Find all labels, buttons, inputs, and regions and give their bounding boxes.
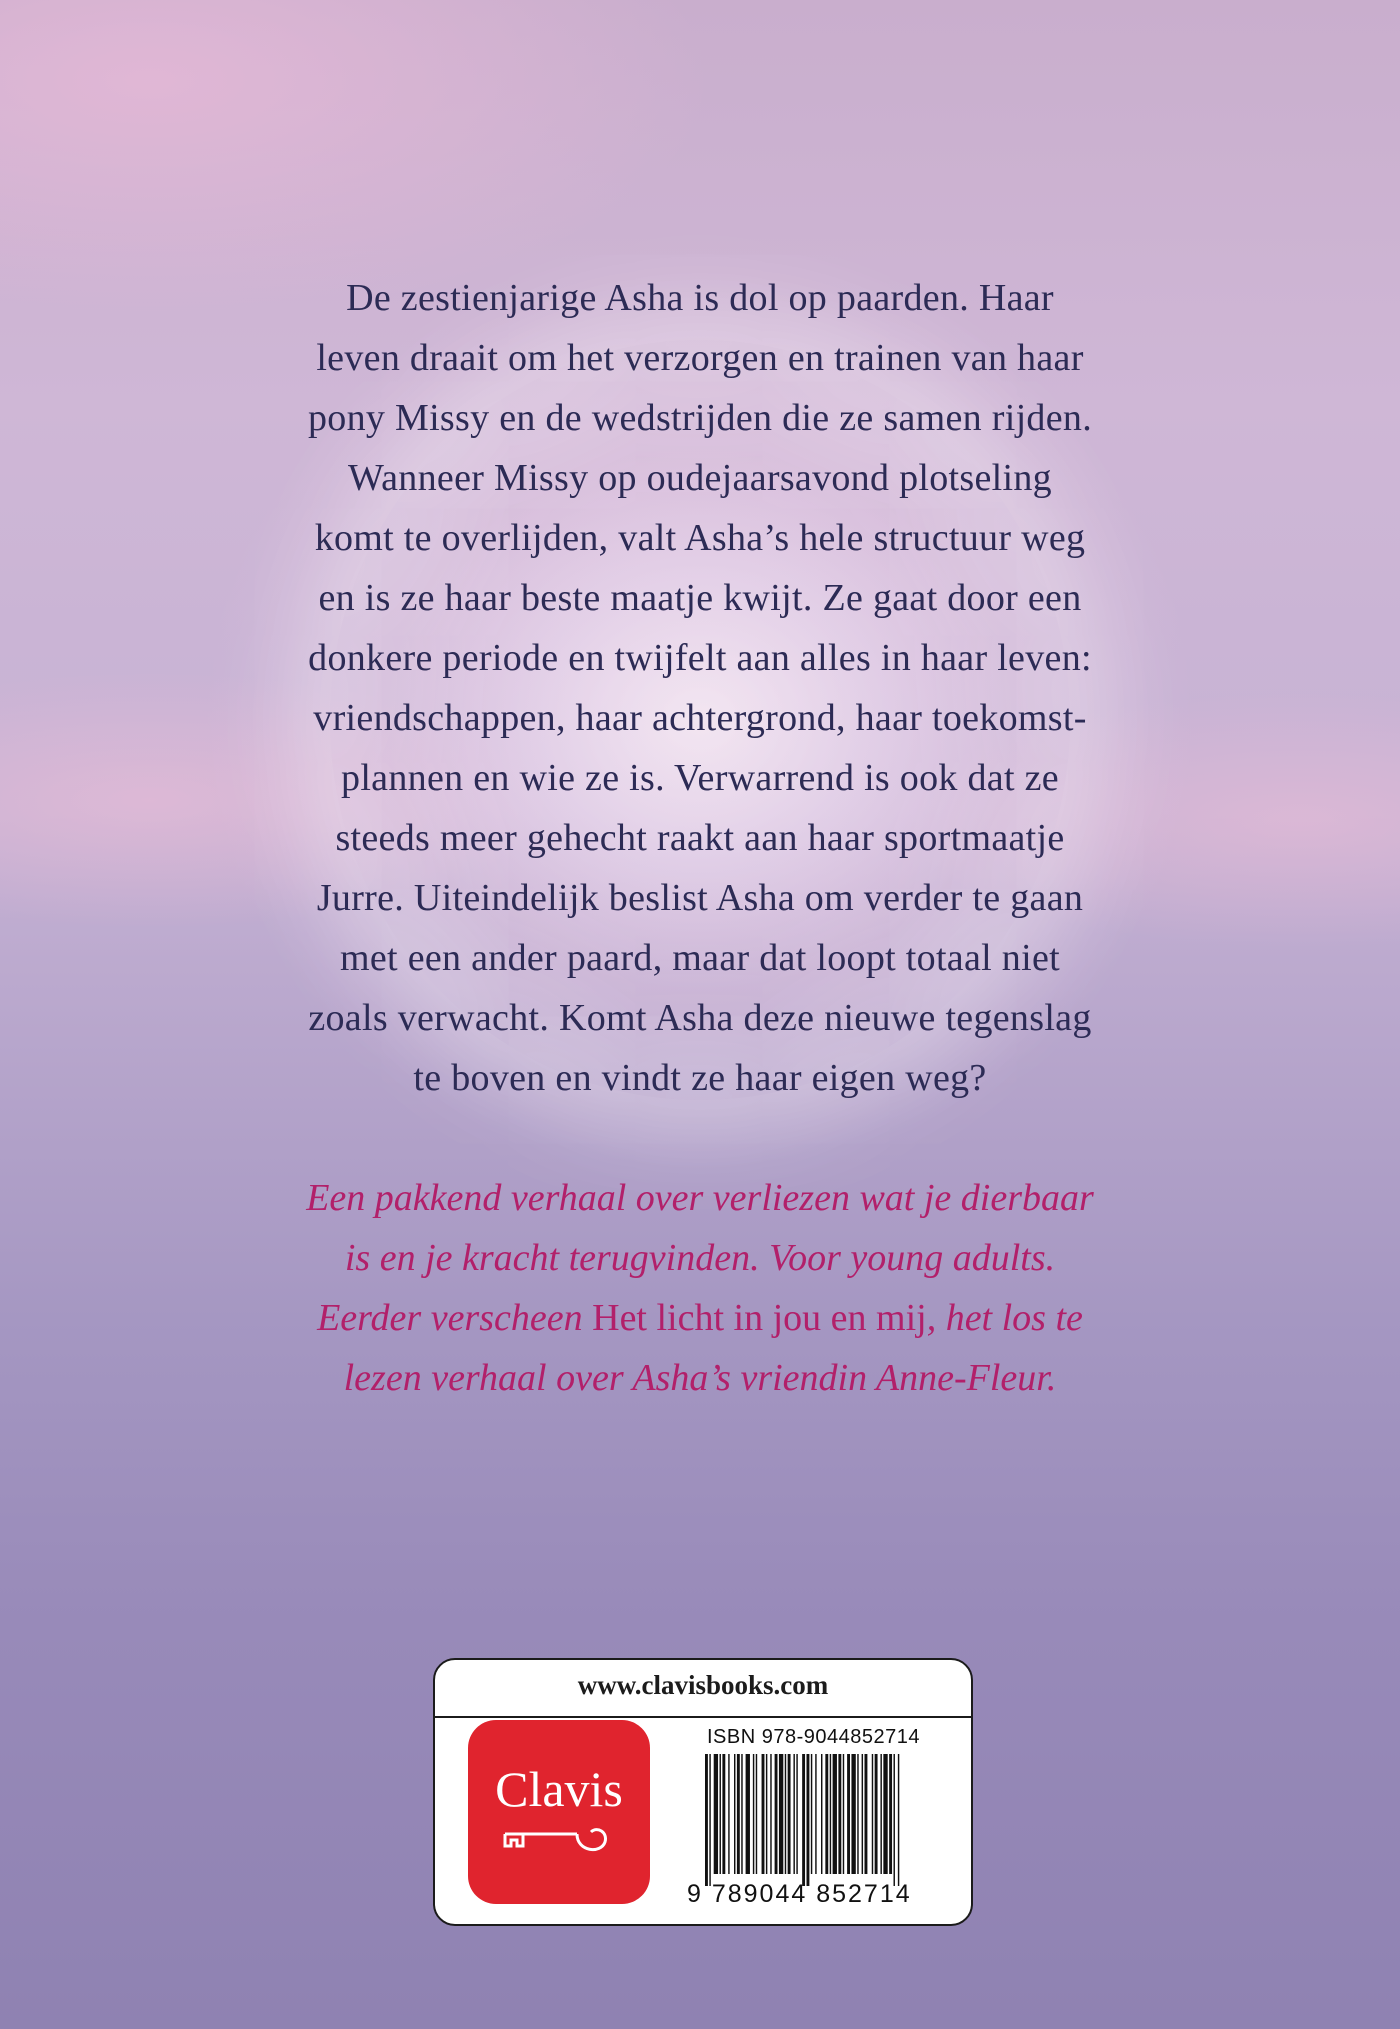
blurb-line: De zestienjarige Asha is dol op paarden. Haar <box>346 277 1054 319</box>
barcode-bar <box>728 1754 729 1874</box>
barcode-bar <box>889 1754 892 1874</box>
tagline-line <box>240 1288 1160 1348</box>
barcode-bar <box>880 1754 881 1874</box>
barcode-bar <box>843 1754 844 1874</box>
barcode-bar <box>883 1754 887 1874</box>
tagline-suffix: , het los te <box>926 1297 1083 1339</box>
blurb-line: zoals verwacht. Komt Asha deze nieuwe tegenslag <box>308 997 1092 1039</box>
barcode-bar <box>741 1754 742 1874</box>
barcode-bar <box>811 1754 812 1874</box>
barcode-bar <box>865 1754 868 1874</box>
blurb-line: komt te overlijden, valt Asha’s hele structuur weg <box>314 517 1086 559</box>
logo-text: Clavis <box>495 1761 623 1817</box>
barcode-bar <box>851 1754 855 1874</box>
barcode-bar <box>802 1754 805 1886</box>
blurb-line: met een ander paard, maar dat loopt totaal niet <box>340 937 1060 979</box>
blurb-line: leven draait om het verzorgen en trainen van haar <box>316 337 1084 379</box>
barcode-bar <box>807 1754 810 1886</box>
barcode-bar <box>830 1754 831 1874</box>
tagline-prefix: Eerder verscheen <box>317 1297 593 1339</box>
barcode-bar <box>770 1754 771 1874</box>
blurb-line: steeds meer gehecht raakt aan haar sportmaatje <box>335 817 1065 859</box>
barcode-bar <box>825 1754 828 1874</box>
barcode-bar <box>766 1754 767 1874</box>
barcode-bar <box>734 1754 735 1874</box>
barcode-bar <box>894 1754 895 1886</box>
barcode-bar <box>862 1754 863 1874</box>
barcode-icon <box>703 1754 953 1886</box>
blurb-line: te boven en vindt ze haar eigen weg? <box>413 1057 987 1099</box>
barcode-bar <box>788 1754 791 1874</box>
barcode-bar <box>775 1754 778 1874</box>
clavis-logo <box>468 1720 650 1904</box>
barcode-bar <box>875 1754 878 1874</box>
barcode-bar <box>737 1754 740 1874</box>
barcode-bar <box>756 1754 757 1874</box>
blurb-line: Wanneer Missy op oudejaarsavond plotseling <box>348 457 1052 499</box>
blurb-line: vriendschappen, haar achtergrond, haar toekomst- <box>313 697 1087 739</box>
previous-book-title: Het licht in jou en mij <box>592 1297 927 1339</box>
barcode-bar <box>838 1754 841 1874</box>
blurb-text <box>240 268 1160 1108</box>
barcode-bar <box>815 1754 816 1874</box>
barcode-bar <box>709 1754 710 1886</box>
barcode-bar <box>793 1754 794 1874</box>
barcode-bar <box>705 1754 708 1886</box>
barcode-bar <box>746 1754 750 1874</box>
barcode-bar <box>762 1754 765 1874</box>
publisher-url[interactable]: www.clavisbooks.com <box>577 1670 829 1700</box>
barcode-bar <box>714 1754 718 1874</box>
blurb-line: en is ze haar beste maatje kwijt. Ze gaat door een <box>318 577 1082 619</box>
barcode-bar <box>785 1754 786 1874</box>
blurb-line: pony Missy en de wedstrijden die ze samen rijden. <box>307 397 1092 439</box>
label-divider <box>435 1716 971 1718</box>
blurb-line: donkere periode en twijfelt aan alles in haar leven: <box>308 637 1092 679</box>
barcode-bar <box>796 1754 797 1874</box>
barcode-bar <box>847 1754 850 1874</box>
barcode-bar <box>872 1754 873 1874</box>
barcode-bar <box>779 1754 783 1874</box>
barcode-bar <box>833 1754 837 1874</box>
tagline-line: is en je kracht terugvinden. Voor young adults. <box>344 1237 1056 1279</box>
barcode-bar <box>720 1754 721 1874</box>
tagline-text <box>240 1168 1160 1408</box>
barcode-bar <box>821 1754 822 1874</box>
barcode-bar <box>857 1754 858 1874</box>
key-icon <box>501 1824 621 1860</box>
tagline-line: Een pakkend verhaal over verliezen wat je dierbaar <box>306 1177 1094 1219</box>
publisher-label <box>433 1658 973 1926</box>
isbn-number: ISBN 978-9044852714 <box>707 1726 920 1748</box>
blurb-line: plannen en wie ze is. Verwarrend is ook dat ze <box>341 757 1059 799</box>
ean-digits: 9 789044 852714 <box>687 1880 912 1908</box>
barcode-bar <box>722 1754 725 1874</box>
barcode-bar <box>898 1754 899 1886</box>
tagline-line: lezen verhaal over Asha’s vriendin Anne-Fleur. <box>343 1357 1057 1399</box>
blurb-line: Jurre. Uiteindelijk beslist Asha om verder te gaan <box>316 877 1084 919</box>
barcode-bar <box>753 1754 754 1874</box>
